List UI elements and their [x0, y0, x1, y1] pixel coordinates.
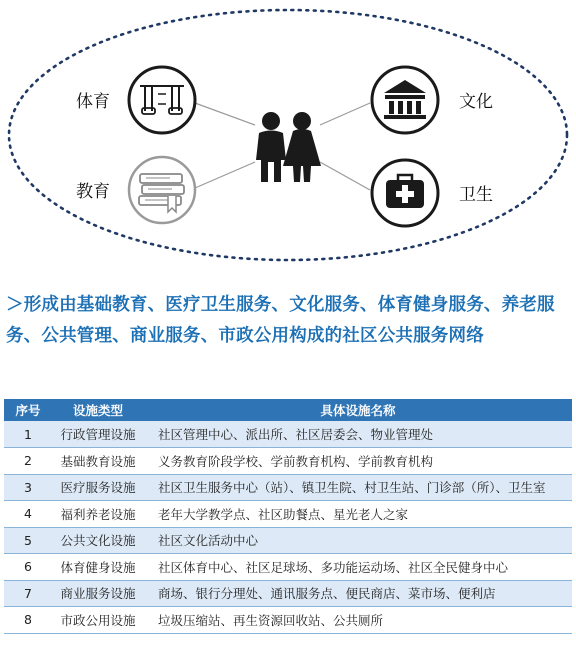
row-facility-type: 商业服务设施: [52, 580, 144, 607]
gym-rings-icon: [129, 67, 195, 133]
row-facility-type: 医疗服务设施: [52, 474, 144, 501]
row-index: 6: [4, 554, 52, 581]
row-index: 1: [4, 421, 52, 448]
row-index: 8: [4, 607, 52, 634]
community-boundary-ellipse: [9, 10, 567, 260]
table-row: [4, 554, 572, 581]
row-facility-names: 社区卫生服务中心（站）、镇卫生院、村卫生站、门诊部（所）、卫生室: [144, 474, 572, 501]
connector-sports: [195, 103, 255, 125]
table-row: [4, 580, 572, 607]
couple-icon: [256, 112, 321, 182]
row-facility-type: 行政管理设施: [52, 421, 144, 448]
header-facility-names: 具体设施名称: [144, 399, 572, 421]
row-facility-type: 基础教育设施: [52, 448, 144, 475]
row-facility-type: 福利养老设施: [52, 501, 144, 528]
row-facility-names: 老年大学教学点、社区助餐点、星光老人之家: [144, 501, 572, 528]
row-facility-names: 商场、银行分理处、通讯服务点、便民商店、菜市场、便利店: [144, 580, 572, 607]
connector-education: [195, 162, 255, 188]
row-facility-names: 社区管理中心、派出所、社区居委会、物业管理处: [144, 421, 572, 448]
row-facility-names: 社区体育中心、社区足球场、多功能运动场、社区全民健身中心: [144, 554, 572, 581]
table-row: [4, 474, 572, 501]
museum-icon: [372, 67, 438, 133]
first-aid-kit-icon: [372, 160, 438, 226]
node-label-culture: 文化: [459, 92, 493, 112]
facility-table: [4, 399, 572, 634]
row-index: 4: [4, 501, 52, 528]
row-index: 2: [4, 448, 52, 475]
row-facility-names: 社区文化活动中心: [144, 527, 572, 554]
node-label-sports: 体育: [76, 92, 110, 112]
row-facility-names: 垃圾压缩站、再生资源回收站、公共厕所: [144, 607, 572, 634]
row-index: 3: [4, 474, 52, 501]
node-label-education: 教育: [76, 182, 110, 202]
connector-health: [320, 162, 370, 190]
row-index: 5: [4, 527, 52, 554]
header-facility-type: 设施类型: [52, 399, 144, 421]
table-row: [4, 607, 572, 634]
row-facility-type: 公共文化设施: [52, 527, 144, 554]
row-facility-names: 义务教育阶段学校、学前教育机构、学前教育机构: [144, 448, 572, 475]
row-facility-type: 体育健身设施: [52, 554, 144, 581]
row-index: 7: [4, 580, 52, 607]
table-row: [4, 527, 572, 554]
summary-headline: ＞形成由基础教育、医疗卫生服务、文化服务、体育健身服务、养老服务、公共管理、商业服务、市政公用构成的社区公共服务网络: [6, 295, 555, 346]
table-header-row: [4, 399, 572, 421]
table-row: [4, 501, 572, 528]
table-row: [4, 448, 572, 475]
connector-culture: [320, 103, 370, 125]
node-label-health: 卫生: [459, 185, 493, 205]
header-index: 序号: [4, 399, 52, 421]
table-row: [4, 421, 572, 448]
row-facility-type: 市政公用设施: [52, 607, 144, 634]
books-icon: [129, 157, 195, 223]
community-services-diagram: [0, 0, 576, 270]
